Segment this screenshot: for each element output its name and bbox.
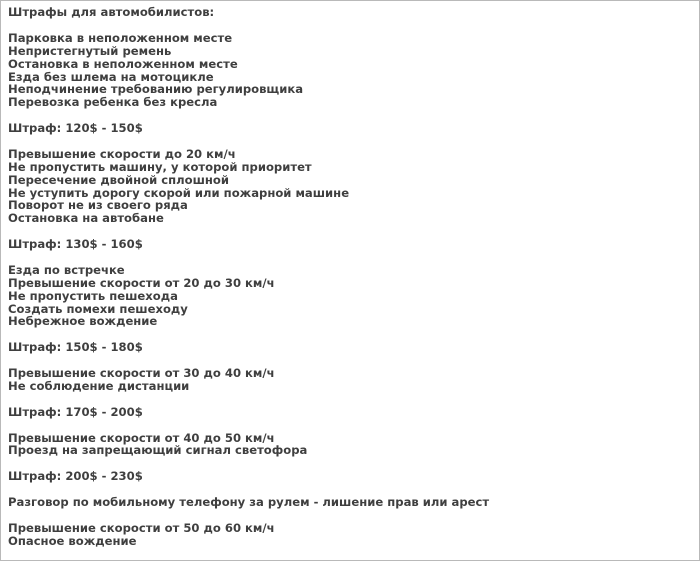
fine-amount-2: Штраф: 130$ - 160$ [8, 237, 143, 252]
fine-amount-1: Штраф: 120$ - 150$ [8, 121, 143, 136]
violation-item: Остановка в неположенном месте [8, 56, 238, 71]
violation-group-2 [8, 148, 688, 225]
document-title: Штрафы для автомобилистов: [8, 5, 215, 19]
violation-item: Не пропустить машину, у которой приоритет [8, 159, 312, 174]
violation-item: Превышение скорости от 20 до 30 км/ч [8, 275, 275, 290]
violation-item: Парковка в неположенном месте [8, 30, 233, 45]
violation-item: Перевозка ребенка без кресла [8, 95, 218, 110]
fine-amount-4: Штраф: 170$ - 200$ [8, 404, 143, 419]
violation-item: Не уступить дорогу скорой или пожарной машине [8, 185, 350, 200]
violation-group-1 [8, 32, 688, 109]
violation-item: Поворот не из своего ряда [8, 198, 188, 213]
violation-item: Превышение скорости от 30 до 40 км/ч [8, 366, 275, 381]
violation-item: Пересечение двойной сплошной [8, 172, 229, 187]
violation-item: Езда без шлема на мотоцикле [8, 69, 214, 84]
violation-group-3 [8, 264, 688, 328]
fine-amount-5: Штраф: 200$ - 230$ [8, 469, 143, 484]
fines-text [8, 6, 688, 560]
violation-item: Превышение скорости от 50 до 60 км/ч [8, 520, 275, 535]
fine-amount-3: Штраф: 150$ - 180$ [8, 340, 143, 355]
violation-group-4 [8, 367, 688, 393]
violation-item: Создать помехи пешеходу [8, 301, 188, 316]
mobile-phone-note: Разговор по мобильному телефону за рулем - лишение прав или арест [8, 494, 490, 509]
violation-group-6 [8, 522, 688, 548]
violation-item: Непристегнутый ремень [8, 43, 172, 58]
violation-item: Не пропустить пешехода [8, 288, 178, 303]
violation-item: Не соблюдение дистанции [8, 378, 190, 393]
violation-item: Опасное вождение [8, 533, 137, 548]
violation-item: Небрежное вождение [8, 314, 158, 329]
violation-item: Превышение скорости от 40 до 50 км/ч [8, 430, 275, 445]
violation-item: Проезд на запрещающий сигнал светофора [8, 443, 308, 458]
violation-item: Превышение скорости до 20 км/ч [8, 146, 236, 161]
violation-item: Остановка на автобане [8, 211, 164, 226]
violation-item: Неподчинение требованию регулировщика [8, 82, 304, 97]
violation-group-5 [8, 432, 688, 458]
violation-item: Езда по встречке [8, 262, 125, 277]
